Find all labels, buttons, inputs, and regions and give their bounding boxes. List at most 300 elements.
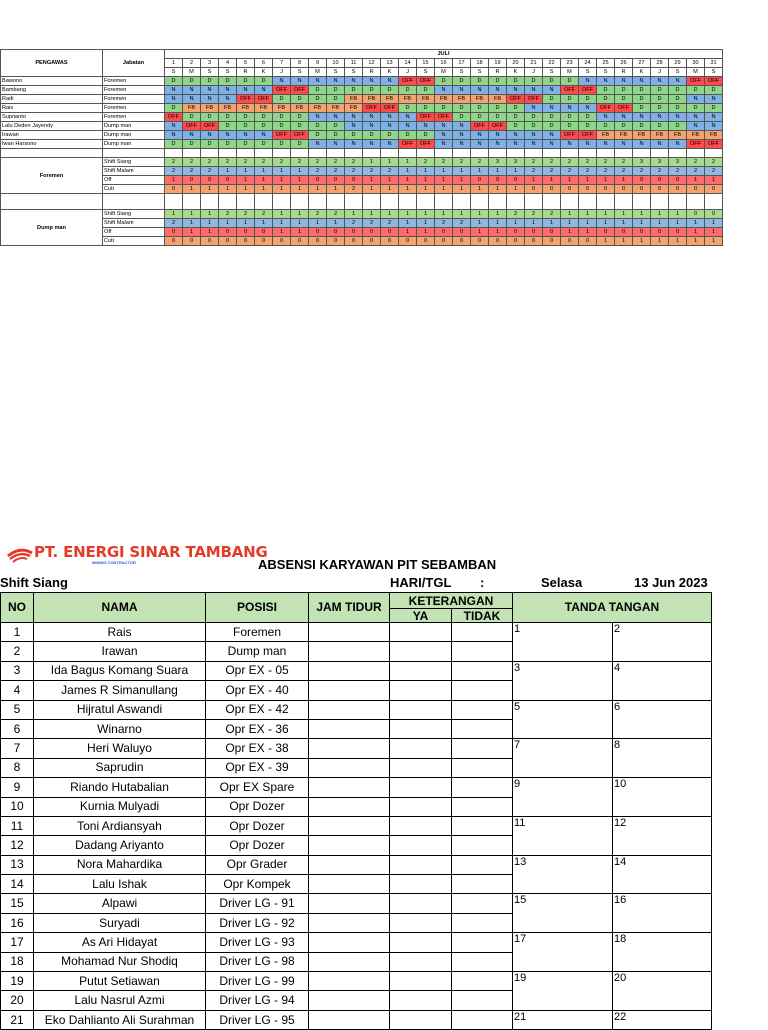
jam-tidur-cell[interactable]	[309, 700, 390, 719]
shift-cell: D	[345, 86, 363, 95]
row-no: 2	[1, 642, 34, 661]
shift-cell: D	[615, 122, 633, 131]
summary-cell: 1	[669, 210, 687, 219]
summary-cell: 1	[417, 176, 435, 185]
summary-cell: 1	[669, 237, 687, 246]
summary-cell: 1	[597, 210, 615, 219]
summary-row	[1, 228, 723, 237]
spacer-cell	[345, 149, 363, 158]
shift-cell: D	[471, 77, 489, 86]
month-label: JULI	[165, 50, 723, 59]
shift-cell: D	[381, 86, 399, 95]
shift-cell: D	[633, 122, 651, 131]
shift-cell: FB	[615, 131, 633, 140]
signature-cell[interactable]: 9	[513, 778, 613, 817]
shift-cell: D	[345, 131, 363, 140]
tidak-cell[interactable]	[452, 739, 513, 758]
ya-cell[interactable]	[390, 991, 452, 1010]
date-cell: 9	[309, 59, 327, 68]
summary-cell: 1	[201, 185, 219, 194]
summary-cell: 1	[471, 167, 489, 176]
ya-cell[interactable]	[390, 681, 452, 700]
summary-cell: 0	[705, 210, 723, 219]
jam-tidur-cell[interactable]	[309, 1010, 390, 1029]
spacer-cell	[669, 149, 687, 158]
summary-cell: 2	[309, 210, 327, 219]
header-jabatan: Jabatan	[103, 50, 165, 77]
summary-cell: 1	[273, 176, 291, 185]
shift-cell: N	[705, 122, 723, 131]
day-cell: S	[417, 68, 435, 77]
signature-cell[interactable]: 16	[613, 894, 712, 933]
shift-cell: OFF	[597, 104, 615, 113]
staff-name: Suprianto	[1, 113, 103, 122]
date-cell: 8	[291, 59, 309, 68]
date-cell: 17	[453, 59, 471, 68]
summary-cell: 1	[417, 185, 435, 194]
tidak-cell[interactable]	[452, 681, 513, 700]
ya-cell[interactable]	[390, 1010, 452, 1029]
shift-cell: FB	[669, 131, 687, 140]
summary-cell: 0	[687, 185, 705, 194]
summary-cell: 1	[543, 176, 561, 185]
ya-cell[interactable]	[390, 758, 452, 777]
summary-cell: 1	[165, 210, 183, 219]
summary-cell: 0	[615, 185, 633, 194]
row-no: 9	[1, 778, 34, 797]
tidak-cell[interactable]	[452, 623, 513, 642]
summary-row	[1, 158, 723, 167]
spacer-cell	[543, 194, 561, 210]
row-nama: Hijratul Aswandi	[34, 700, 206, 719]
summary-cell: 0	[543, 237, 561, 246]
ya-cell[interactable]	[390, 642, 452, 661]
staff-row	[1, 122, 723, 131]
summary-cell: 0	[255, 237, 273, 246]
summary-cell: 1	[453, 210, 471, 219]
summary-row	[1, 167, 723, 176]
shift-cell: D	[525, 122, 543, 131]
shift-cell: D	[471, 104, 489, 113]
signature-cell[interactable]: 22	[613, 1010, 712, 1029]
tidak-cell[interactable]	[452, 913, 513, 932]
tidak-cell[interactable]	[452, 719, 513, 738]
signature-cell[interactable]: 8	[613, 739, 712, 778]
summary-cell: 1	[237, 167, 255, 176]
summary-cell: 1	[489, 219, 507, 228]
company-logo-icon	[6, 544, 34, 564]
jam-tidur-cell[interactable]	[309, 972, 390, 991]
shift-cell: FB	[597, 131, 615, 140]
shift-cell: FB	[309, 104, 327, 113]
tidak-cell[interactable]	[452, 661, 513, 680]
header-nama: NAMA	[34, 593, 206, 623]
row-nama: Kurnia Mulyadi	[34, 797, 206, 816]
summary-cell: 2	[543, 167, 561, 176]
jam-tidur-cell[interactable]	[309, 952, 390, 971]
day-cell: S	[543, 68, 561, 77]
shift-cell: D	[615, 86, 633, 95]
spacer-cell	[219, 149, 237, 158]
signature-cell[interactable]: 5	[513, 700, 613, 739]
ya-cell[interactable]	[390, 894, 452, 913]
jam-tidur-cell[interactable]	[309, 758, 390, 777]
summary-cell: 0	[219, 176, 237, 185]
ya-cell[interactable]	[390, 623, 452, 642]
summary-cell: 1	[471, 185, 489, 194]
signature-cell[interactable]: 12	[613, 816, 712, 855]
shift-cell: N	[543, 104, 561, 113]
ya-cell[interactable]	[390, 700, 452, 719]
summary-cell: 0	[579, 185, 597, 194]
jam-tidur-cell[interactable]	[309, 681, 390, 700]
shift-cell: OFF	[435, 113, 453, 122]
spacer-cell	[363, 149, 381, 158]
signature-cell[interactable]: 4	[613, 661, 712, 700]
shift-cell: D	[489, 113, 507, 122]
jam-tidur-cell[interactable]	[309, 719, 390, 738]
tidak-cell[interactable]	[452, 816, 513, 835]
row-no: 1	[1, 623, 34, 642]
signature-cell[interactable]: 21	[513, 1010, 613, 1029]
row-posisi: Driver LG - 98	[206, 952, 309, 971]
spacer-cell	[687, 149, 705, 158]
shift-cell: D	[561, 113, 579, 122]
summary-cell: 0	[183, 237, 201, 246]
spacer-cell	[705, 149, 723, 158]
summary-cell: 3	[507, 158, 525, 167]
summary-cell: 1	[291, 228, 309, 237]
ya-cell[interactable]	[390, 778, 452, 797]
summary-cell: 0	[687, 210, 705, 219]
summary-cell: 1	[615, 237, 633, 246]
shift-cell: OFF	[291, 86, 309, 95]
tidak-cell[interactable]	[452, 952, 513, 971]
date-cell: 18	[471, 59, 489, 68]
jam-tidur-cell[interactable]	[309, 836, 390, 855]
shift-cell: OFF	[381, 104, 399, 113]
shift-cell: N	[363, 140, 381, 149]
row-posisi: Driver LG - 95	[206, 1010, 309, 1029]
summary-cell: 2	[309, 158, 327, 167]
row-nama: Ida Bagus Komang Suara	[34, 661, 206, 680]
summary-cell: 1	[273, 228, 291, 237]
summary-cell: 1	[705, 219, 723, 228]
ya-cell[interactable]	[390, 913, 452, 932]
date-cell: 4	[219, 59, 237, 68]
summary-cell: 0	[543, 185, 561, 194]
ya-cell[interactable]	[390, 836, 452, 855]
date-cell: 24	[579, 59, 597, 68]
row-no: 21	[1, 1010, 34, 1029]
ya-cell[interactable]	[390, 797, 452, 816]
ya-cell[interactable]	[390, 875, 452, 894]
shift-cell: D	[435, 77, 453, 86]
summary-cell: 1	[615, 176, 633, 185]
shift-cell: D	[507, 122, 525, 131]
shift-cell: N	[471, 131, 489, 140]
summary-cell: 1	[237, 219, 255, 228]
signature-cell[interactable]: 15	[513, 894, 613, 933]
summary-cell: 1	[273, 219, 291, 228]
row-posisi: Opr EX - 36	[206, 719, 309, 738]
jam-tidur-cell[interactable]	[309, 855, 390, 874]
jam-tidur-cell[interactable]	[309, 875, 390, 894]
shift-cell: N	[525, 104, 543, 113]
tidak-cell[interactable]	[452, 1010, 513, 1029]
shift-cell: D	[453, 104, 471, 113]
shift-cell: OFF	[363, 104, 381, 113]
shift-cell: D	[669, 95, 687, 104]
shift-cell: N	[345, 113, 363, 122]
ya-cell[interactable]	[390, 661, 452, 680]
header-posisi: POSISI	[206, 593, 309, 623]
signature-cell[interactable]: 11	[513, 816, 613, 855]
jam-tidur-cell[interactable]	[309, 894, 390, 913]
spacer-cell	[165, 149, 183, 158]
summary-cell: 1	[219, 167, 237, 176]
jam-tidur-cell[interactable]	[309, 991, 390, 1010]
shift-cell: D	[309, 131, 327, 140]
summary-cell: 0	[561, 237, 579, 246]
tidak-cell[interactable]	[452, 758, 513, 777]
date-cell: 13	[381, 59, 399, 68]
summary-cell: 1	[651, 219, 669, 228]
day-cell: S	[201, 68, 219, 77]
ya-cell[interactable]	[390, 933, 452, 952]
shift-cell: FB	[381, 95, 399, 104]
jam-tidur-cell[interactable]	[309, 913, 390, 932]
shift-cell: D	[453, 113, 471, 122]
shift-cell: D	[687, 104, 705, 113]
signature-cell[interactable]: 20	[613, 972, 712, 1011]
jam-tidur-cell[interactable]	[309, 661, 390, 680]
summary-cell: 2	[453, 219, 471, 228]
summary-cell: 0	[345, 237, 363, 246]
summary-cell: 2	[579, 158, 597, 167]
summary-cell: 1	[687, 228, 705, 237]
shift-cell: N	[705, 113, 723, 122]
spacer-cell	[201, 149, 219, 158]
date-cell: 12	[363, 59, 381, 68]
summary-cell: 2	[525, 210, 543, 219]
shift-cell: N	[579, 104, 597, 113]
summary-cell: 1	[525, 176, 543, 185]
signature-cell[interactable]: 13	[513, 855, 613, 894]
summary-cell: 1	[345, 210, 363, 219]
jam-tidur-cell[interactable]	[309, 797, 390, 816]
summary-cell: 2	[633, 167, 651, 176]
shift-cell: D	[651, 104, 669, 113]
summary-cell: 1	[399, 176, 417, 185]
shift-cell: D	[291, 122, 309, 131]
jam-tidur-cell[interactable]	[309, 933, 390, 952]
signature-cell[interactable]: 3	[513, 661, 613, 700]
summary-cell: 2	[705, 158, 723, 167]
spacer-cell	[525, 149, 543, 158]
shift-cell: N	[615, 77, 633, 86]
row-nama: Riando Hutabalian	[34, 778, 206, 797]
header-jam-tidur: JAM TIDUR	[309, 593, 390, 623]
tidak-cell[interactable]	[452, 855, 513, 874]
shift-cell: FB	[291, 104, 309, 113]
shift-cell: N	[399, 122, 417, 131]
shift-cell: D	[399, 131, 417, 140]
signature-cell[interactable]: 10	[613, 778, 712, 817]
summary-cell: 2	[183, 167, 201, 176]
summary-cell: 1	[237, 185, 255, 194]
shift-cell: OFF	[507, 95, 525, 104]
ya-cell[interactable]	[390, 952, 452, 971]
signature-cell[interactable]: 17	[513, 933, 613, 972]
shift-cell: N	[435, 131, 453, 140]
signature-cell[interactable]: 7	[513, 739, 613, 778]
summary-cell: 0	[309, 237, 327, 246]
tidak-cell[interactable]	[452, 933, 513, 952]
staff-row	[1, 113, 723, 122]
summary-cell: 1	[273, 167, 291, 176]
summary-cell: 1	[705, 237, 723, 246]
summary-cell: 0	[165, 237, 183, 246]
jam-tidur-cell[interactable]	[309, 623, 390, 642]
shift-cell: OFF	[615, 104, 633, 113]
summary-label: Cuti	[103, 237, 165, 246]
signature-cell[interactable]: 14	[613, 855, 712, 894]
summary-cell: 2	[327, 210, 345, 219]
ya-cell[interactable]	[390, 972, 452, 991]
shift-cell: D	[687, 86, 705, 95]
signature-cell[interactable]: 18	[613, 933, 712, 972]
row-nama: Saprudin	[34, 758, 206, 777]
jam-tidur-cell[interactable]	[309, 778, 390, 797]
summary-cell: 1	[183, 219, 201, 228]
shift-cell: FB	[633, 131, 651, 140]
tidak-cell[interactable]	[452, 642, 513, 661]
shift-cell: N	[687, 113, 705, 122]
signature-cell[interactable]: 1	[513, 623, 613, 662]
summary-cell: 2	[615, 158, 633, 167]
form-title: ABSENSI KARYAWAN PIT SEBAMBAN	[258, 557, 497, 572]
shift-cell: OFF	[687, 140, 705, 149]
shift-cell: OFF	[273, 131, 291, 140]
row-nama: Toni Ardiansyah	[34, 816, 206, 835]
date-cell: 14	[399, 59, 417, 68]
summary-cell: 2	[345, 158, 363, 167]
spacer-cell	[507, 149, 525, 158]
summary-cell: 0	[489, 176, 507, 185]
tidak-cell[interactable]	[452, 894, 513, 913]
spacer-cell	[255, 194, 273, 210]
ya-cell[interactable]	[390, 719, 452, 738]
jam-tidur-cell[interactable]	[309, 816, 390, 835]
spacer-cell	[705, 194, 723, 210]
shift-cell: D	[579, 113, 597, 122]
shift-cell: N	[453, 131, 471, 140]
summary-cell: 3	[489, 158, 507, 167]
date-cell: 29	[669, 59, 687, 68]
row-no: 5	[1, 700, 34, 719]
shift-cell: N	[507, 86, 525, 95]
spacer-cell	[183, 149, 201, 158]
summary-cell: 1	[255, 167, 273, 176]
shift-cell: D	[489, 104, 507, 113]
summary-cell: 1	[327, 185, 345, 194]
tidak-cell[interactable]	[452, 875, 513, 894]
shift-cell: FB	[489, 95, 507, 104]
shift-cell: OFF	[417, 77, 435, 86]
shift-cell: FB	[471, 95, 489, 104]
shift-cell: N	[255, 131, 273, 140]
date-cell: 3	[201, 59, 219, 68]
attendance-row	[1, 894, 712, 913]
ya-cell[interactable]	[390, 739, 452, 758]
shift-cell: D	[273, 113, 291, 122]
staff-row	[1, 104, 723, 113]
summary-cell: 1	[489, 185, 507, 194]
jam-tidur-cell[interactable]	[309, 739, 390, 758]
signature-cell[interactable]: 19	[513, 972, 613, 1011]
signature-cell[interactable]: 2	[613, 623, 712, 662]
summary-cell: 1	[687, 237, 705, 246]
date-cell: 26	[615, 59, 633, 68]
jam-tidur-cell[interactable]	[309, 642, 390, 661]
shift-cell: OFF	[489, 122, 507, 131]
tidak-cell[interactable]	[452, 991, 513, 1010]
staff-name: Irawan	[1, 131, 103, 140]
day-cell: M	[183, 68, 201, 77]
summary-cell: 1	[417, 228, 435, 237]
tidak-cell[interactable]	[452, 836, 513, 855]
shift-cell: N	[543, 140, 561, 149]
summary-cell: 0	[183, 176, 201, 185]
header-pengawas: PENGAWAS	[1, 50, 103, 77]
shift-cell: N	[525, 86, 543, 95]
summary-cell: 2	[561, 167, 579, 176]
shift-cell: D	[543, 113, 561, 122]
row-nama: Irawan	[34, 642, 206, 661]
summary-cell: 1	[597, 237, 615, 246]
summary-cell: 2	[327, 158, 345, 167]
spacer-cell	[103, 194, 165, 210]
shift-cell: D	[183, 77, 201, 86]
row-nama: Lalu Nasrul Azmi	[34, 991, 206, 1010]
day-cell: R	[363, 68, 381, 77]
shift-cell: D	[399, 104, 417, 113]
summary-cell: 0	[453, 237, 471, 246]
shift-cell: N	[363, 122, 381, 131]
tidak-cell[interactable]	[452, 797, 513, 816]
ya-cell[interactable]	[390, 855, 452, 874]
tidak-cell[interactable]	[452, 700, 513, 719]
shift-cell: D	[633, 95, 651, 104]
tidak-cell[interactable]	[452, 778, 513, 797]
summary-cell: 1	[435, 185, 453, 194]
summary-group-label: Dump man	[1, 210, 103, 246]
summary-cell: 1	[273, 185, 291, 194]
ya-cell[interactable]	[390, 816, 452, 835]
spacer-cell	[543, 149, 561, 158]
spacer-cell	[237, 194, 255, 210]
shift-cell: D	[543, 95, 561, 104]
tidak-cell[interactable]	[452, 972, 513, 991]
summary-cell: 1	[201, 219, 219, 228]
signature-cell[interactable]: 6	[613, 700, 712, 739]
shift-cell: FB	[453, 95, 471, 104]
hari-tgl-label: HARI/TGL	[390, 575, 452, 590]
spacer-cell	[669, 194, 687, 210]
row-posisi: Opr Dozer	[206, 797, 309, 816]
shift-cell: N	[507, 131, 525, 140]
